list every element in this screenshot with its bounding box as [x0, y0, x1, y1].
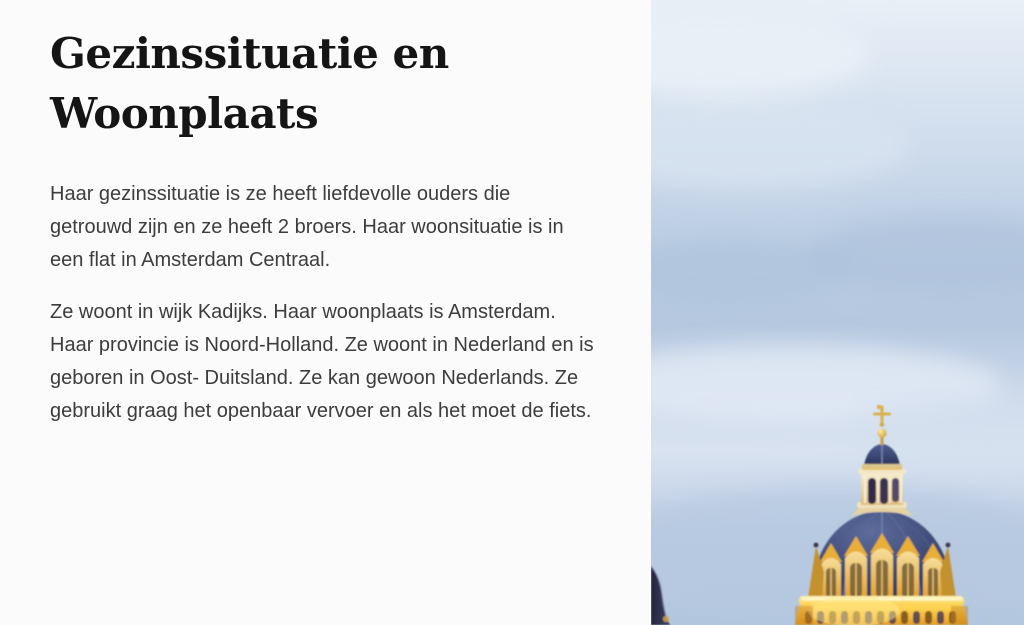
page-title: Gezinssituatie en Woonplaats [50, 29, 449, 139]
basilica-dome-photo [651, 0, 1024, 625]
photo-panel [651, 0, 1024, 625]
paragraph-residence: Ze woont in wijk Kadijks. Haar woonplaats is Amsterdam. Haar provincie is Noord-Holland. Ze woont in Nederland en is geboren in Oost- Duitsland. Ze kan gewoon Nederlands. Ze gebruikt graag het openbaar vervoer en als het moet de fiets. [50, 301, 594, 423]
paragraph-family-situation: Haar gezinssituatie is ze heeft liefdevolle ouders die getrouwd zijn en ze heeft 2 broers. Haar woonsituatie is in een flat in Amsterdam Centraal. [50, 183, 564, 272]
lantern [857, 464, 907, 508]
